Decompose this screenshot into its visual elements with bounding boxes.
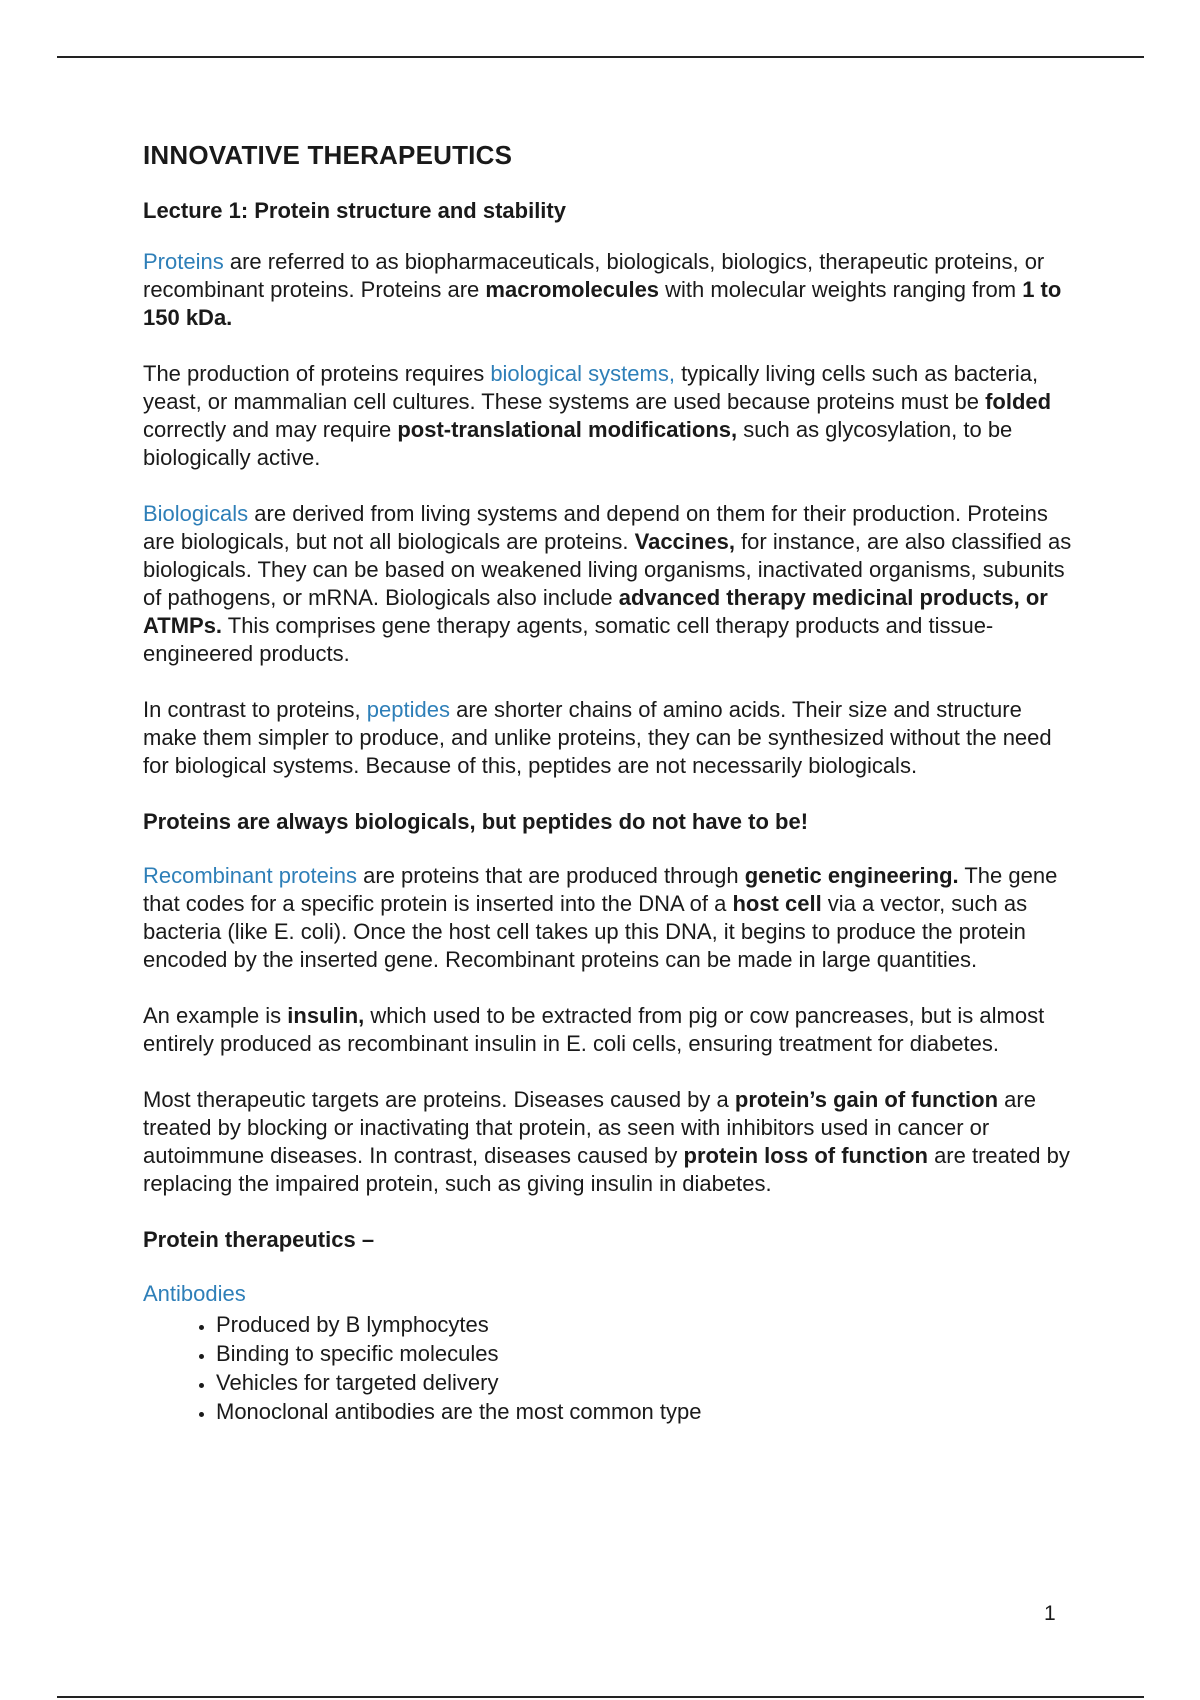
bold-span: host cell [732,891,822,916]
bold-span: folded [985,389,1052,414]
text-span: with molecular weights ranging from [659,277,1023,302]
bold-span: macromolecules [485,277,660,302]
document-title: INNOVATIVE THERAPEUTICS [143,140,513,170]
text-span: typically living cells such as bacteria, yeast, or mammalian cell cultures. These systems are used because proteins must be [143,361,1039,414]
key-statement: Proteins are always biologicals, but peptides do not have to be! [143,809,809,834]
bold-span: genetic engineering. [744,863,959,888]
text-span: In contrast to proteins, [143,697,367,722]
paragraph-proteins [143,248,1078,332]
antibodies-heading: Antibodies [143,1281,246,1306]
text-span: such as glycosylation, to be biologically active. [143,417,1013,470]
top-divider [57,56,1144,58]
text-span: are proteins that are produced through [357,863,745,888]
bold-span: 1 to 150 kDa. [143,277,1062,330]
text-span: are shorter chains of amino acids. Their size and structure make them simpler to produce, and unlike proteins, they can be synthesized without the need for biological systems. Because of this, peptides are not necessarily biologicals. [143,697,1052,778]
text-span: Most therapeutic targets are proteins. Diseases caused by a [143,1087,735,1112]
text-span: are treated by blocking or inactivating that protein, as seen with inhibitors used in cancer or autoimmune diseases. In contrast, diseases caused by [143,1087,1036,1168]
bold-span: protein loss of function [683,1143,928,1168]
term-proteins: Proteins [143,249,224,274]
bold-span: protein’s gain of function [734,1087,999,1112]
paragraph-targets [143,1086,1078,1198]
term-biologicals: Biologicals [143,501,249,526]
text-span: are derived from living systems and depend on them for their production. Proteins are biologicals, but not all biologicals are proteins. [143,501,1048,554]
bold-span: post-translational modifications, [397,417,738,442]
list-item: • Produced by B lymphocytes [216,1310,1078,1339]
text-span: The gene that codes for a specific protein is inserted into the DNA of a [143,863,1058,916]
lecture-title: Lecture 1: Protein structure and stability [143,198,566,223]
bold-span: advanced therapy medicinal products, or ATMPs. [143,585,1048,638]
list-item: • Monoclonal antibodies are the most common type [216,1397,1078,1426]
bold-span: Vaccines, [634,529,735,554]
text-span: are referred to as biopharmaceuticals, biologicals, biologics, therapeutic proteins, or recombinant proteins. Proteins are [143,249,1045,302]
term-peptides: peptides [366,697,450,722]
paragraph-peptides [143,696,1078,780]
list-item: • Vehicles for targeted delivery [216,1368,1078,1397]
bold-span: insulin, [287,1003,365,1028]
page-number: 1 [1044,1602,1056,1625]
text-span: via a vector, such as bacteria (like E. coli). Once the host cell takes up this DNA, it begins to produce the protein encoded by the inserted gene. Recombinant proteins can be made in large quantities. [143,891,1028,972]
paragraph-recombinant [143,862,1078,974]
document-body [143,140,1078,1426]
text-span: correctly and may require [143,417,398,442]
term-biological-systems: biological systems, [490,361,675,386]
antibodies-list [143,1310,1078,1426]
text-span: are treated by replacing the impaired protein, such as giving insulin in diabetes. [143,1143,1070,1196]
paragraph-insulin [143,1002,1078,1058]
list-item: • Binding to specific molecules [216,1339,1078,1368]
text-span: which used to be extracted from pig or cow pancreases, but is almost entirely produced as recombinant insulin in E. coli cells, ensuring treatment for diabetes. [143,1003,1045,1056]
text-span: An example is [143,1003,288,1028]
text-span: The production of proteins requires [143,361,491,386]
section-heading: Protein therapeutics – [143,1227,375,1252]
term-recombinant-proteins: Recombinant proteins [143,863,358,888]
text-span: This comprises gene therapy agents, somatic cell therapy products and tissue-engineered products. [143,613,994,666]
paragraph-biologicals [143,500,1078,668]
bottom-divider [57,1696,1144,1698]
text-span: for instance, are also classified as biologicals. They can be based on weakened living organisms, inactivated organisms, subunits of pathogens, or mRNA. Biologicals also include [143,529,1072,610]
paragraph-production [143,360,1078,472]
